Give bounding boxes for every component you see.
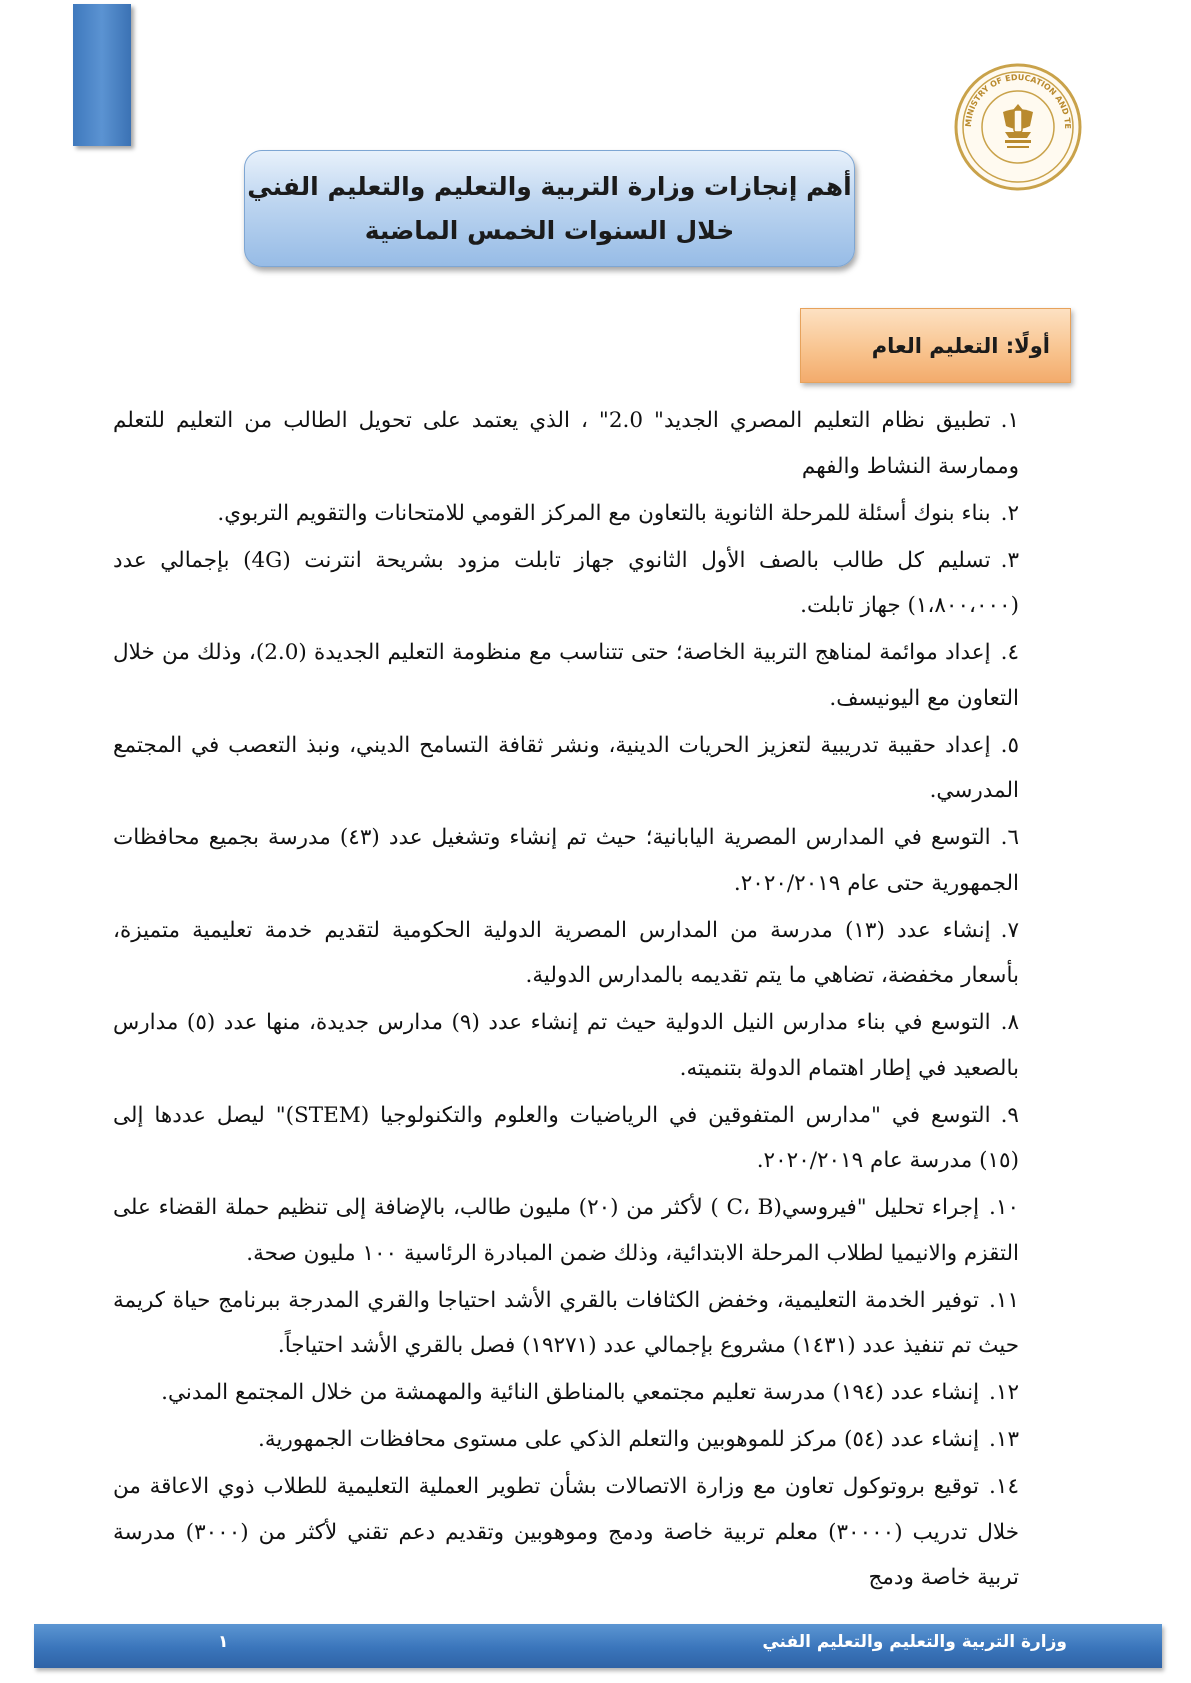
list-item [113,1370,1019,1416]
list-item [113,908,1019,999]
page-number: ١ [218,1632,229,1652]
item-text: التوسع في "مدارس المتفوقين في الرياضيات والعلوم والتكنولوجيا (STEM)" ليصل عددها إلى (١٥) مدرسة عام ٢٠٢٠/٢٠١٩. [113,1102,1019,1173]
achievements-list [113,398,1019,1602]
list-item [113,1000,1019,1091]
item-text: توقيع بروتوكول تعاون مع وزارة الاتصالات بشأن تطوير العملية التعليمية للطلاب ذوي الاعاقة من خلال تدريب (٣٠٠٠٠) معلم تربية خاصة ودمج وموهوبين وتقديم دعم تقني لأكثر من (٣٠٠٠) مدرسة تربية خاصة ودمج [113,1474,1019,1590]
item-number: ٥. [1000,732,1019,758]
item-number: ١٠. [989,1195,1019,1220]
item-text: إعداد حقيبة تدريبية لتعزيز الحريات الدينية، ونشر ثقافة التسامح الديني، ونبذ التعصب في المجتمع المدرسي. [113,732,1019,803]
list-item [113,1464,1019,1601]
item-number: ١٣. [989,1427,1019,1452]
list-item [113,723,1019,814]
item-number: ٩. [1000,1102,1019,1128]
item-number: ١٢. [989,1380,1019,1405]
item-text: إنشاء عدد (٥٤) مركز للموهوبين والتعلم الذكي على مستوى محافظات الجمهورية. [257,1427,980,1452]
item-text: توفير الخدمة التعليمية، وخفض الكثافات بالقري الأشد احتياجا والقري المدرجة ببرنامج حياة كريمة حيث تم تنفيذ عدد (١٤٣١) مشروع بإجمالي عدد (١٩٢٧١) فصل بالقري الأشد احتياجاً. [113,1287,1019,1358]
list-item [113,398,1019,489]
section-title: أولًا: التعليم العام [871,333,1050,358]
title-line-2: خلال السنوات الخمس الماضية [364,215,735,245]
footer-bar [34,1624,1162,1668]
corner-decoration-bar [73,4,131,146]
item-text: إنشاء عدد (١٣) مدرسة من المدارس المصرية الدولية الحكومية لتقديم خدمة تعليمية متميزة، بأسعار مخفضة، تضاهي ما يتم تقديمه بالمدارس الدولية. [113,917,1019,988]
list-item [113,491,1019,537]
item-text: إنشاء عدد (١٩٤) مدرسة تعليم مجتمعي بالمناطق النائية والمهمشة من خلال المجتمع المدني. [161,1380,980,1405]
item-text: إجراء تحليل "فيروسي(C، B ) لأكثر من (٢٠) مليون طالب، بالإضافة إلى تنظيم حملة القضاء على التقزم والانيميا لطلاب المرحلة الابتدائية، وذلك ضمن المبادرة الرئاسية ١٠٠ مليون صحة. [113,1195,1019,1266]
list-item [113,815,1019,906]
item-number: ١١. [989,1287,1019,1313]
item-number: ٧. [1000,917,1020,943]
document-title-box [244,150,855,267]
item-number: ٦. [1000,825,1019,850]
item-number: ٤. [1000,640,1019,665]
list-item [113,1093,1019,1184]
section-heading-box [800,308,1071,383]
list-item [113,1417,1019,1463]
item-text: إعداد موائمة لمناهج التربية الخاصة؛ حتى تتناسب مع منظومة التعليم الجديدة (2.0)، وذلك من خلال التعاون مع اليونيسف. [113,640,1019,711]
item-text: تسليم كل طالب بالصف الأول الثانوي جهاز تابلت مزود بشريحة انترنت (4G) بإجمالي عدد (١،٨٠٠،٠٠٠) جهاز تابلت. [113,547,1019,618]
item-text: تطبيق نظام التعليم المصري الجديد" 2.0" ، الذي يعتمد على تحويل الطالب من التعليم للتعلم وممارسة النشاط والفهم [113,408,1019,479]
ministry-seal-icon [953,62,1083,192]
footer-label: وزارة التربية والتعليم والتعليم الفني [762,1632,1067,1652]
seal-text: MINISTRY OF EDUCATION AND TE [963,72,1073,130]
item-text: بناء بنوك أسئلة للمرحلة الثانوية بالتعاون مع المركز القومي للامتحانات والتقويم التربوي. [217,500,991,526]
item-number: ٣. [1000,547,1019,573]
item-text: التوسع في المدارس المصرية اليابانية؛ حيث تم إنشاء وتشغيل عدد (٤٣) مدرسة بجميع محافظات الجمهورية حتى عام ٢٠٢٠/٢٠١٩. [113,825,1019,896]
item-number: ٨. [1000,1010,1020,1035]
item-number: ١. [1000,408,1019,433]
list-item [113,538,1019,629]
item-number: ١٤. [989,1474,1019,1499]
list-item [113,630,1019,721]
item-number: ٢. [1000,500,1019,526]
list-item [113,1278,1019,1369]
list-item [113,1185,1019,1276]
title-line-1: أهم إنجازات وزارة التربية والتعليم والتعليم الفني [247,171,852,201]
item-text: التوسع في بناء مدارس النيل الدولية حيث تم إنشاء عدد (٩) مدارس جديدة، منها عدد (٥) مدارس بالصعيد في إطار اهتمام الدولة بتنميته. [113,1010,1019,1081]
